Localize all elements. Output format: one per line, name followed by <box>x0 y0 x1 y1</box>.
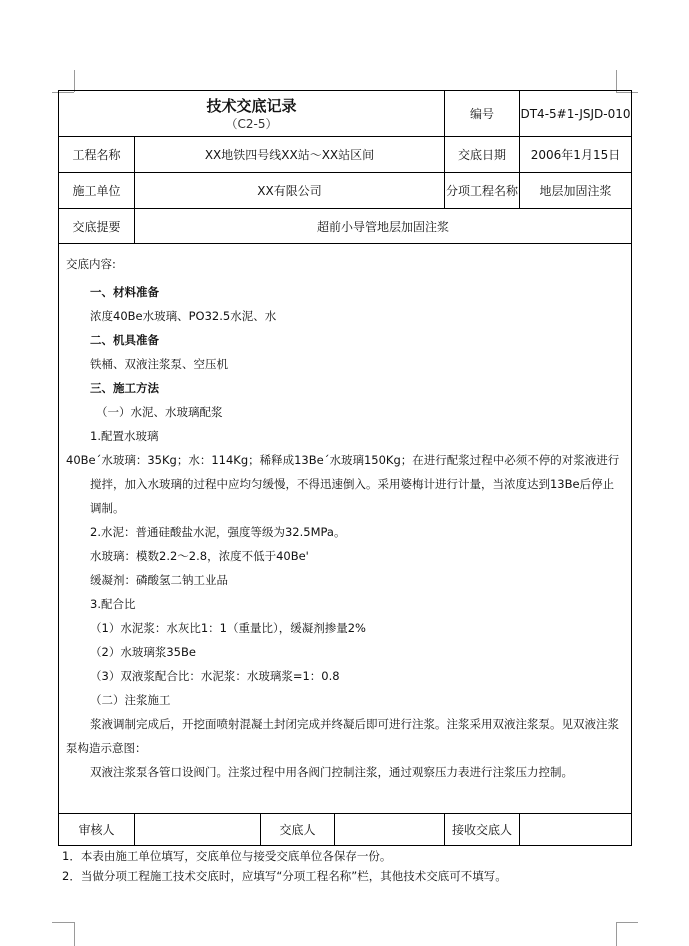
form-title: 技术交底记录 <box>206 96 297 115</box>
project-name-label: 工程名称 <box>59 137 135 173</box>
note-1: 1．本表由施工单位填写，交底单位与接受交底单位各保存一份。 <box>62 849 392 863</box>
summary-label: 交底提要 <box>59 209 135 244</box>
receiver-label: 接收交底人 <box>445 814 520 846</box>
crop-mark <box>52 922 74 923</box>
content-line: （3）双液浆配合比：水泥浆：水玻璃浆=1：0.8 <box>90 669 340 683</box>
unit-label: 施工单位 <box>59 173 135 209</box>
content-line: （1）水泥浆：水灰比1：1（重量比），缓凝剂掺量2% <box>90 621 366 635</box>
section-heading: 二、机具准备 <box>90 333 159 347</box>
section-heading: 三、施工方法 <box>90 381 159 395</box>
content-paragraph: 40Be´水玻璃：35Kg；水：114Kg；稀释成13Be´水玻璃150Kg；在进行配浆过程中必须不停的对浆液进行搅拌，加入水玻璃的过程中应均匀缓慢，不得迅速倒入。采用婆梅计进行计量，当浓度达到13Be后停止调制。 <box>66 453 620 515</box>
reviewer-label: 审核人 <box>59 814 135 846</box>
crop-mark <box>616 922 617 946</box>
crop-mark <box>74 922 75 946</box>
number-label: 编号 <box>445 91 520 137</box>
project-name-value: XX地铁四号线XX站～XX站区间 <box>135 137 445 173</box>
subsection-heading: （二）注浆施工 <box>90 693 171 707</box>
unit-value: XX有限公司 <box>135 173 445 209</box>
date-value: 2006年1月15日 <box>520 137 632 173</box>
form-title-cell <box>59 91 445 137</box>
summary-value: 超前小导管地层加固注浆 <box>135 209 632 244</box>
content-line: 1.配置水玻璃 <box>90 429 159 443</box>
date-label: 交底日期 <box>445 137 520 173</box>
crop-mark <box>616 70 617 92</box>
content-paragraph: 浆液调制完成后，开挖面喷射混凝土封闭完成并终凝后即可进行注浆。注浆采用双液注浆泵。见双液注浆泵构造示意图： <box>66 717 619 755</box>
content-line: 3.配合比 <box>90 597 136 611</box>
content-line: 铁桶、双液注浆泵、空压机 <box>90 357 228 371</box>
content-line: （2）水玻璃浆35Be <box>90 645 196 659</box>
subproject-value: 地层加固注浆 <box>520 173 632 209</box>
disclosure-record-form <box>58 90 632 846</box>
receiver-signature <box>520 814 632 846</box>
crop-mark <box>616 922 638 923</box>
presenter-signature <box>335 814 445 846</box>
content-line: 2.水泥：普通硅酸盐水泥，强度等级为32.5MPa。 <box>90 525 346 539</box>
content-line: 水玻璃：模数2.2～2.8，浓度不低于40Be' <box>90 549 309 563</box>
disclosure-content <box>59 244 632 814</box>
content-line: 缓凝剂：磷酸氢二钠工业品 <box>90 573 228 587</box>
content-paragraph: 双液注浆泵各管口设阀门。注浆过程中用各阀门控制注浆，通过观察压力表进行注浆压力控制。 <box>90 765 573 779</box>
reviewer-signature <box>135 814 261 846</box>
subproject-label: 分项工程名称 <box>445 173 520 209</box>
number-value: DT4-5#1-JSJD-010 <box>520 91 632 137</box>
crop-mark <box>74 70 75 92</box>
content-label: 交底内容: <box>66 257 116 271</box>
content-line: 浓度40Be水玻璃、PO32.5水泥、水 <box>90 309 277 323</box>
presenter-label: 交底人 <box>261 814 335 846</box>
section-heading: 一、材料准备 <box>90 285 159 299</box>
subsection-heading: （一）水泥、水玻璃配浆 <box>96 405 223 419</box>
form-code: （C2-5） <box>225 116 278 131</box>
note-2: 2．当做分项工程施工技术交底时，应填写“分项工程名称”栏，其他技术交底可不填写。 <box>62 869 507 883</box>
